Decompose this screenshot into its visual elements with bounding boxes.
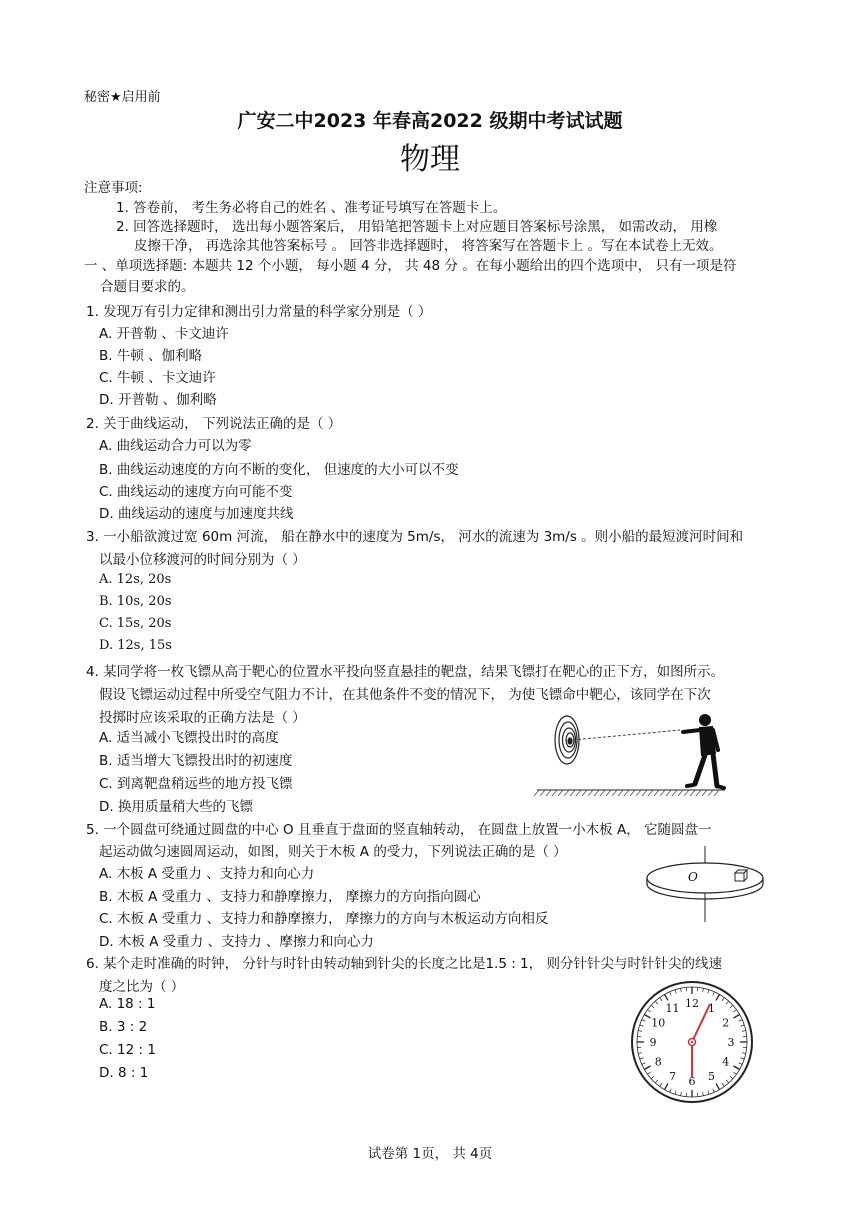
clock-number: 7 [669, 1069, 676, 1083]
clock-number: 2 [722, 1016, 730, 1030]
ground-hatch-line [672, 790, 677, 796]
question-5-stem-cont: 起运动做匀速圆周运动，如图，则关于木板 A 的受力，下列说法正确的是（ ） [99, 844, 567, 860]
clock-center-dot [691, 1041, 693, 1043]
clock-number: 5 [708, 1069, 715, 1083]
exam-title: 广安二中2023 年春高2022 级期中考试试题 [237, 110, 623, 132]
question-6-stem-cont: 度之比为（ ） [99, 979, 185, 995]
question-4-option-d: D. 换用质量稍大些的飞镖 [99, 799, 253, 815]
question-6-option-c: C. 12 : 1 [99, 1042, 156, 1058]
question-3-option-a: A. 12s, 20s [99, 572, 172, 587]
ground-hatch-line [594, 790, 599, 796]
ground-hatch-line [570, 790, 575, 796]
question-5-option-b: B. 木板 A 受重力 、支持力和静摩擦力， 摩擦力的方向指向圆心 [99, 889, 481, 905]
ground-hatch-line [546, 790, 551, 796]
question-2-stem: 2. 关于曲线运动， 下列说法正确的是（ ） [86, 416, 342, 432]
page-footer: 试卷第 1页， 共 4页 [367, 1146, 493, 1162]
question-5-stem: 5. 一个圆盘可绕通过圆盘的中心 O 且垂直于盘面的竖直轴转动， 在圆盘上放置一小木板 A， 它随圆盘一 [86, 822, 712, 838]
question-1-option-a: A. 开普勒 、卡文迪许 [99, 326, 229, 342]
question-1-option-c: C. 牛顿 、卡文迪许 [99, 370, 216, 386]
question-5-option-c: C. 木板 A 受重力 、支持力和静摩擦力， 摩擦力的方向与木板运动方向相反 [99, 911, 549, 927]
question-4-option-a: A. 适当减小飞镖投出时的高度 [99, 730, 279, 746]
question-2-option-d: D. 曲线运动的速度与加速度共线 [99, 506, 294, 522]
question-5-option-d: D. 木板 A 受重力 、支持力 、摩擦力和向心力 [99, 934, 374, 950]
question-4-stem-cont-1: 假设飞镖运动过程中所受空气阻力不计，在其他条件不变的情况下， 为使飞镖命中靶心，该同学在下次 [99, 687, 711, 703]
ground-hatch-line [648, 790, 653, 796]
clock-number: 6 [688, 1075, 696, 1088]
ground-hatch-line [660, 790, 665, 796]
secret-label: 秘密★启用前 [84, 90, 161, 105]
question-3-option-c: C. 15s, 20s [99, 616, 172, 631]
clock-number: 3 [727, 1036, 735, 1049]
question-6-option-b: B. 3 : 2 [99, 1019, 148, 1035]
question-3-stem-cont: 以最小位移渡河的时间分别为（ ） [99, 552, 306, 568]
ground-hatch-line [540, 790, 545, 796]
question-1-option-b: B. 牛顿 、伽利略 [99, 348, 203, 364]
question-3-option-d: D. 12s, 15s [99, 638, 172, 653]
ground-hatch-line [708, 790, 713, 796]
ground-hatch-line [612, 790, 617, 796]
ground-hatch-line [696, 790, 701, 796]
question-1-option-d: D. 开普勒 、伽利略 [99, 392, 217, 408]
subject-title: 物理 [400, 142, 460, 177]
question-5-option-a: A. 木板 A 受重力 、支持力和向心力 [99, 866, 315, 882]
question-4-stem-cont-2: 投掷时应该采取的正确方法是（ ） [99, 710, 306, 726]
question-4-option-b: B. 适当增大飞镖投出时的初速度 [99, 753, 293, 769]
ground-hatching [534, 790, 719, 796]
dart-trajectory [573, 730, 680, 740]
ground-hatch-line [690, 790, 695, 796]
clock-number: 11 [665, 1002, 680, 1016]
ground-hatch-line [552, 790, 557, 796]
ground-hatch-line [618, 790, 623, 796]
note-item-1: 1. 答卷前， 考生务必将自己的姓名 、准考证号填写在答题卡上。 [116, 200, 507, 216]
question-3-option-b: B. 10s, 20s [99, 594, 172, 609]
ground-hatch-line [600, 790, 605, 796]
notes-heading: 注意事项: [84, 180, 143, 196]
ground-hatch-line [576, 790, 581, 796]
ground-hatch-line [642, 790, 647, 796]
ground-hatch-line [678, 790, 683, 796]
ground-hatch-line [534, 790, 539, 796]
question-6-option-a: A. 18 : 1 [99, 996, 156, 1012]
wood-block-a [735, 870, 747, 881]
question-2-option-b: B. 曲线运动速度的方向不断的变化， 但速度的大小可以不变 [99, 462, 459, 478]
clock-number: 12 [685, 997, 699, 1010]
clock-number: 4 [722, 1055, 730, 1069]
ground-hatch-line [606, 790, 611, 796]
clock-number: 10 [651, 1016, 666, 1030]
ground-hatch-line [666, 790, 671, 796]
clock-number: 9 [649, 1036, 657, 1049]
question-2-option-a: A. 曲线运动合力可以为零 [99, 438, 252, 454]
clock-figure [630, 980, 754, 1104]
ground-hatch-line [684, 790, 689, 796]
ground-hatch-line [558, 790, 563, 796]
question-4-option-c: C. 到离靶盘稍远些的地方投飞镖 [99, 776, 293, 792]
question-3-stem: 3. 一小船欲渡过宽 60m 河流， 船在静水中的速度为 5m/s， 河水的流速为 3m/s 。则小船的最短渡河时间和 [86, 529, 744, 545]
note-item-2: 2. 回答选择题时， 选出每小题答案后， 用铅笔把答题卡上对应题目答案标号涂黑， 如需改动， 用橡 [116, 219, 718, 235]
ground-hatch-line [582, 790, 587, 796]
question-6-option-d: D. 8 : 1 [99, 1065, 149, 1081]
ground-hatch-line [636, 790, 641, 796]
disc-center-label: O [688, 870, 698, 884]
thrower-silhouette [683, 714, 724, 788]
ground-hatch-line [564, 790, 569, 796]
clock-number: 1 [708, 1002, 715, 1016]
ground-hatch-line [714, 790, 719, 796]
section-heading-cont: 合题目要求的。 [100, 279, 195, 295]
question-1-stem: 1. 发现万有引力定律和测出引力常量的科学家分别是（ ） [86, 304, 432, 320]
ground-hatch-line [624, 790, 629, 796]
question-6-stem: 6. 某个走时准确的时钟， 分针与时针由转动轴到针尖的长度之比是1.5 : 1， 则分针针尖与时针针尖的线速 [86, 956, 722, 972]
note-item-2-cont: 皮擦干净， 再选涂其他答案标号 。 回答非选择题时， 将答案写在答题卡上 。写在本试卷上无效。 [134, 238, 723, 254]
question-2-option-c: C. 曲线运动的速度方向可能不变 [99, 484, 293, 500]
ground-hatch-line [702, 790, 707, 796]
clock-number: 8 [654, 1055, 662, 1069]
ground-hatch-line [654, 790, 659, 796]
ground-hatch-line [630, 790, 635, 796]
question-4-stem: 4. 某同学将一枚飞镖从高于靶心的位置水平投向竖直悬挂的靶盘，结果飞镖打在靶心的正下方，如图所示。 [86, 664, 725, 680]
disc-figure [645, 846, 775, 922]
dartboard-figure [535, 710, 735, 798]
ground-hatch-line [588, 790, 593, 796]
section-heading: 一 、单项选择题: 本题共 12 个小题， 每小题 4 分， 共 48 分 。在每小题给出的四个选项中， 只有一项是符 [84, 258, 737, 274]
